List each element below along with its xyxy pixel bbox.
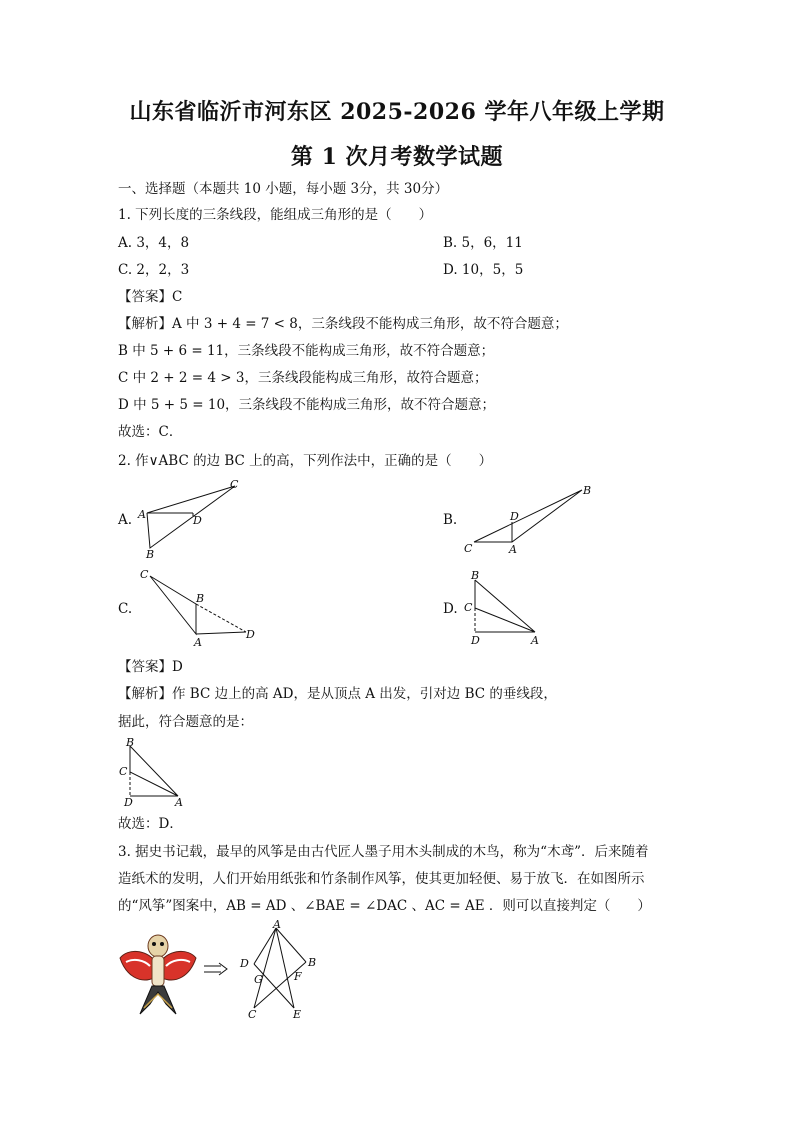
doc-title-line1: 山东省临沂市河东区 2025-2026 学年八年级上学期 [129, 99, 665, 125]
q1-analysis-line3: C 中 2 + 2 = 4 > 3，三条线段能构成三角形，故符合题意； [118, 370, 488, 386]
q3-label-e: E [293, 1008, 302, 1021]
q2b-label-d: D [510, 510, 519, 523]
q2d-label-d: D [471, 634, 480, 647]
q1-answer: 【答案】C [118, 289, 183, 305]
doc-title-line2: 第 1 次月考数学试题 [290, 144, 504, 170]
q2-figure-b [460, 484, 600, 554]
sol-label-d: D [124, 796, 133, 809]
q2b-label-b: B [583, 484, 592, 497]
q3-label-b: B [308, 956, 317, 969]
q1-option-b: B. 5，6，11 [443, 235, 523, 251]
sol-label-b: B [126, 736, 135, 749]
q2-solution-figure [118, 738, 193, 808]
q2-stem: 2. 作∨ABC 的边 BC 上的高，下列作法中，正确的是（ ） [118, 453, 493, 469]
q2-figure-d [460, 568, 560, 650]
q3-kite-figure [236, 918, 326, 1022]
q1-analysis-line2: B 中 5 + 6 = 11，三条线段不能构成三角形，故不符合题意； [118, 343, 495, 359]
q3-line2: 造纸术的发明，人们开始用纸张和竹条制作风筝，使其更加轻便、易于放飞．在如图所示 [118, 871, 645, 887]
q3-label-a: A [273, 918, 281, 931]
sol-label-c: C [119, 765, 128, 778]
q2-figure-a [135, 478, 245, 561]
q1-analysis-line1: 【解析】A 中 3 + 4 = 7 < 8，三条线段不能构成三角形，故不符合题意； [118, 316, 568, 332]
q3-label-f: F [294, 970, 302, 983]
q2b-label-a: A [509, 543, 517, 556]
q2-option-b-label: B. [443, 512, 458, 528]
q2-option-c-label: C. [118, 601, 133, 617]
q2-answer: 【答案】D [118, 659, 183, 675]
q1-analysis-line4: D 中 5 + 5 = 10，三条线段不能构成三角形，故不符合题意； [118, 397, 496, 413]
q2-figure-c [138, 566, 268, 648]
q2d-label-c: C [464, 601, 473, 614]
q3-label-c: C [248, 1008, 257, 1021]
q2-option-a-label: A. [118, 512, 133, 528]
q3-label-g: G [254, 973, 263, 986]
sol-label-a: A [175, 796, 183, 809]
q2-option-d-label: D. [443, 601, 458, 617]
q2c-label-c: C [140, 568, 149, 581]
q2c-label-a: A [194, 636, 202, 649]
q3-line3: 的“风筝”图案中，AB = AD 、∠BAE = ∠DAC 、AC = AE ．则可以直接判定（ ） [118, 898, 651, 914]
kite-image [118, 932, 198, 1016]
q1-option-a: A. 3，4，8 [118, 235, 190, 251]
q2-analysis-line1: 【解析】作 BC 边上的高 AD，是从顶点 A 出发，引对边 BC 的垂线段， [118, 686, 557, 702]
q1-choose: 故选：C． [118, 424, 183, 440]
q1-option-d: D. 10，5，5 [443, 262, 524, 278]
q2a-label-a: A [138, 508, 146, 521]
q2a-label-b: B [146, 548, 155, 561]
q2c-label-d: D [246, 628, 255, 641]
q2d-label-b: B [471, 569, 480, 582]
q2-choose: 故选：D． [118, 816, 183, 832]
q1-stem: 1. 下列长度的三条线段，能组成三角形的是（ ） [118, 207, 433, 223]
q2a-label-d: D [193, 514, 202, 527]
section-heading: 一、选择题（本题共 10 小题，每小题 3分，共 30分） [118, 181, 449, 197]
q2b-label-c: C [464, 542, 473, 555]
arrow-icon [203, 962, 229, 976]
q2a-label-c: C [230, 478, 239, 491]
q1-option-c: C. 2，2，3 [118, 262, 190, 278]
q3-line1: 3. 据史书记载，最早的风筝是由古代匠人墨子用木头制成的木鸟，称为“木鸢”．后来随着 [118, 844, 649, 860]
q2c-label-b: B [196, 592, 205, 605]
q2d-label-a: A [531, 634, 539, 647]
q2-analysis-line2: 据此，符合题意的是： [118, 714, 253, 730]
q3-label-d: D [240, 957, 249, 970]
